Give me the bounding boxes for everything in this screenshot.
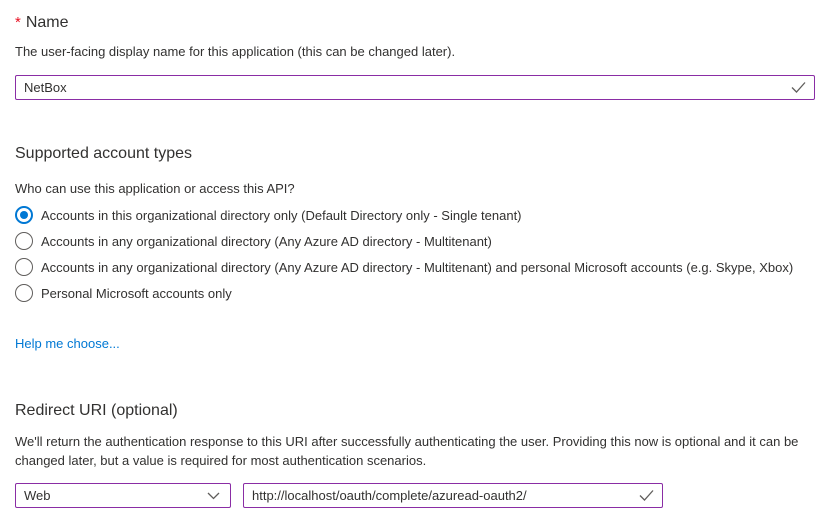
radio-button-icon[interactable] <box>15 232 33 250</box>
help-me-choose-link[interactable]: Help me choose... <box>15 336 120 351</box>
platform-select-value: Web <box>24 488 51 503</box>
radio-option-single-tenant[interactable] <box>15 206 815 224</box>
name-description: The user-facing display name for this application (this can be changed later). <box>15 44 456 59</box>
radio-option-label: Accounts in any organizational directory (Any Azure AD directory - Multitenant) <box>41 233 492 249</box>
account-types-title: Supported account types <box>15 145 193 162</box>
redirect-uri-title: Redirect URI (optional) <box>15 402 178 419</box>
radio-button-icon[interactable] <box>15 284 33 302</box>
account-types-question: Who can use this application or access this API? <box>15 181 295 196</box>
account-types-radio-group <box>15 206 815 302</box>
required-asterisk: * <box>15 14 21 31</box>
name-title-text: Name <box>25 14 69 31</box>
radio-option-multitenant[interactable] <box>15 232 815 250</box>
radio-option-label: Accounts in any organizational directory (Any Azure AD directory - Multitenant) and personal Microsoft accounts (e.g. Skype, Xbox) <box>41 259 794 275</box>
radio-option-personal-only[interactable] <box>15 284 815 302</box>
name-input-wrap <box>15 75 815 100</box>
redirect-uri-description: We'll return the authentication response to this URI after successfully authenticating the user. Providing this now is optional and it can be changed later, but a value is required for most authentication scenarios. <box>15 434 799 468</box>
name-input[interactable] <box>15 75 815 100</box>
chevron-down-icon <box>207 492 220 500</box>
radio-option-label: Accounts in this organizational directory only (Default Directory only - Single tenant) <box>41 207 522 223</box>
redirect-uri-input-wrap <box>243 483 663 508</box>
redirect-uri-row <box>15 483 815 508</box>
redirect-uri-input[interactable] <box>243 483 663 508</box>
radio-button-icon[interactable] <box>15 206 33 224</box>
name-section-title <box>15 12 815 33</box>
platform-select[interactable] <box>15 483 231 508</box>
radio-option-label: Personal Microsoft accounts only <box>41 285 232 301</box>
radio-option-multitenant-personal[interactable] <box>15 258 815 276</box>
radio-button-icon[interactable] <box>15 258 33 276</box>
